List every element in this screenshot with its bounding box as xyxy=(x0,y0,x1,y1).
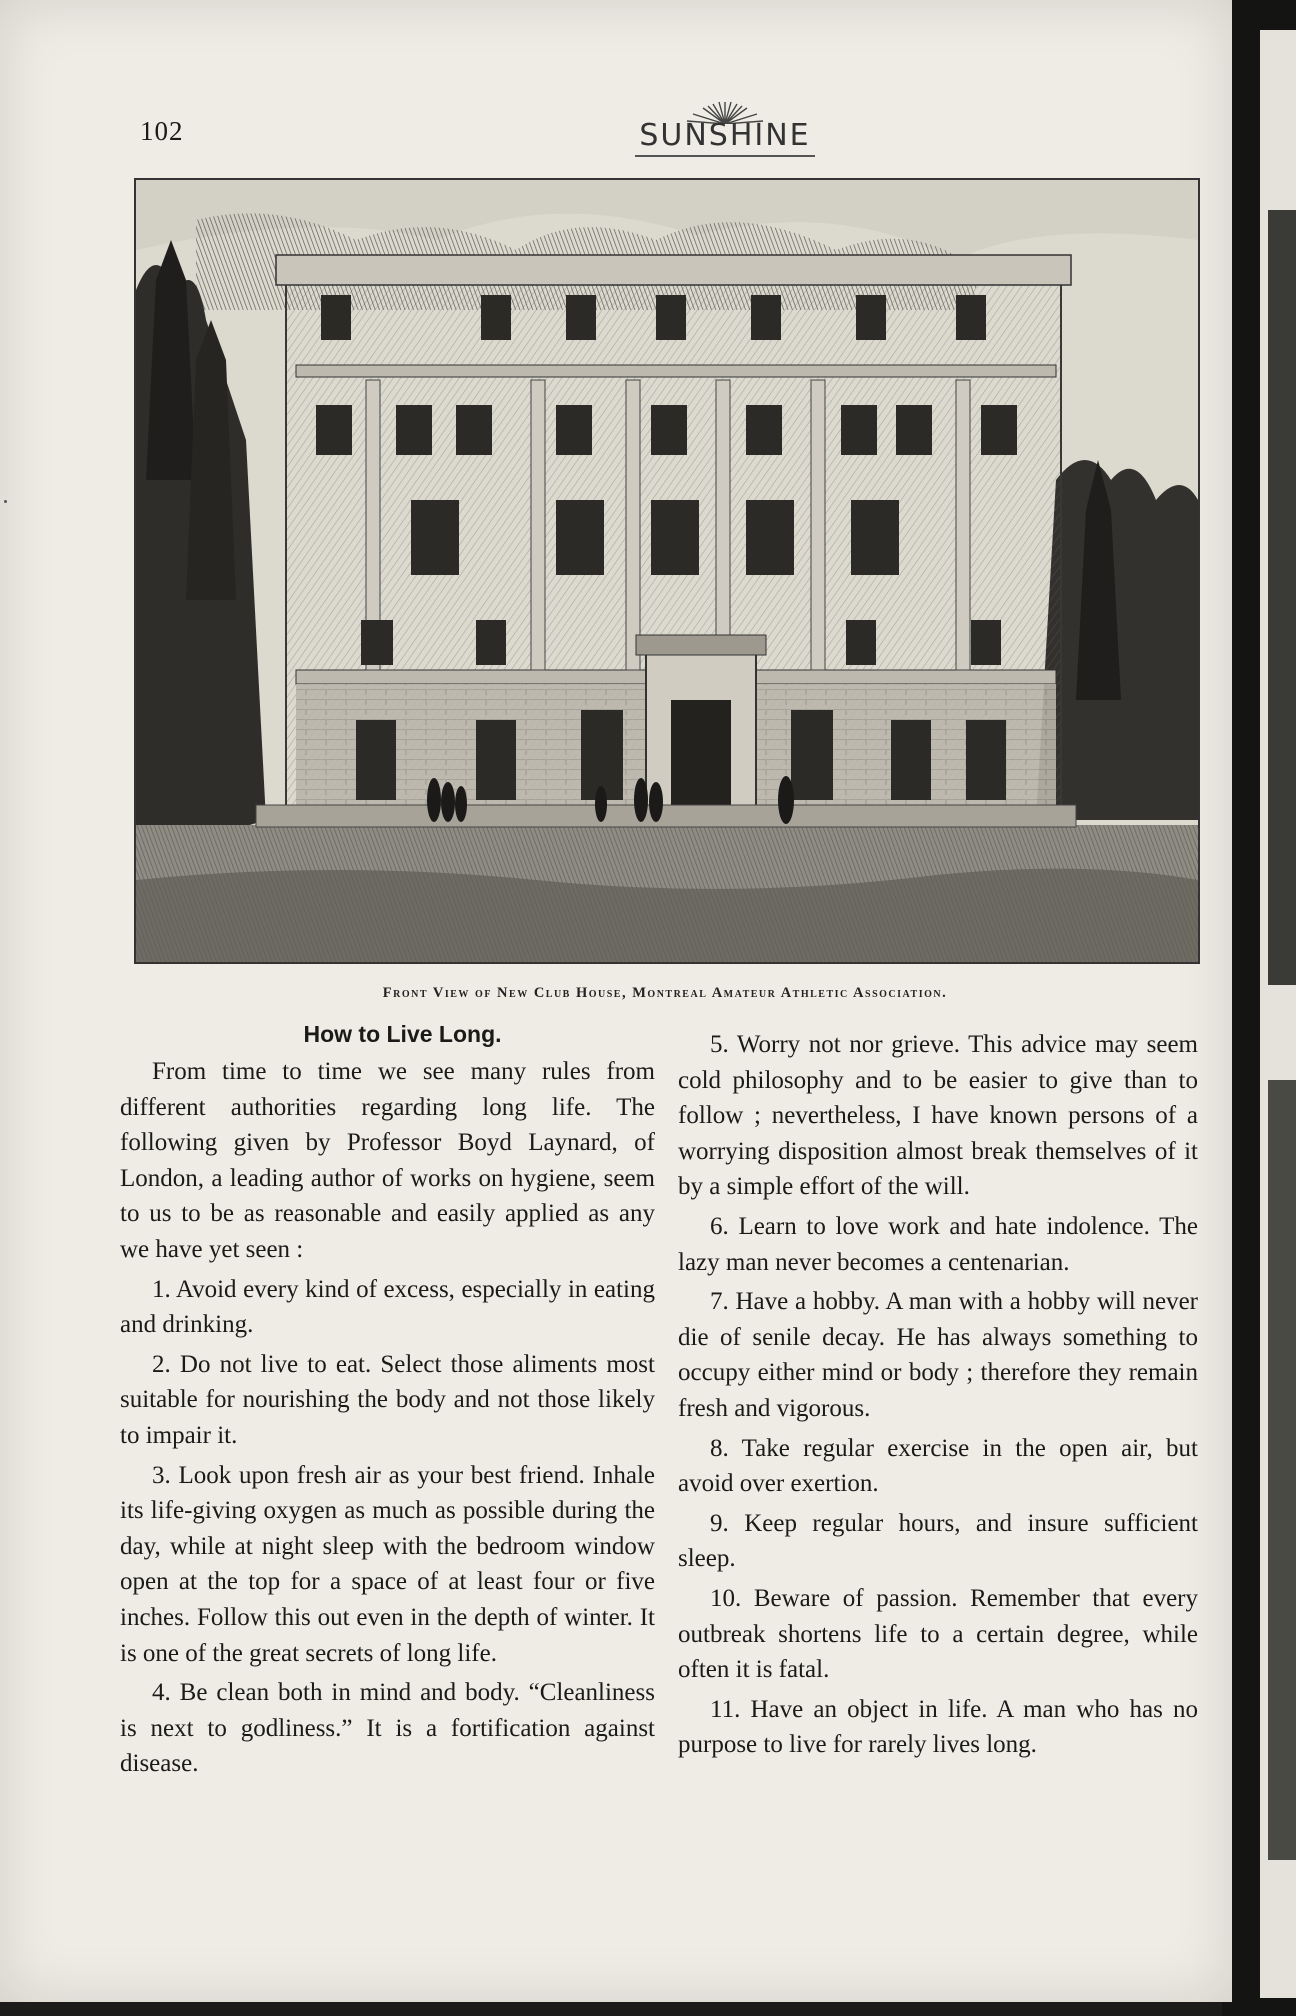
rule-item: 5. Worry not nor grieve. This advice may seem cold philosophy and to be easier to give than to follow ; nevertheless, I have known persons of a worrying disposition almost break themselves of it by a simple effort of the will. xyxy=(678,1031,1198,1201)
rule-item: 10. Beware of passion. Remember that every outbreak shortens life to a certain degree, while often it is fatal. xyxy=(678,1584,1198,1684)
masthead-title: SUNSHINE xyxy=(639,118,811,153)
club-house-illustration xyxy=(134,178,1200,964)
rule-item: 11. Have an object in life. A man who has no purpose to live for rarely lives long. xyxy=(678,1695,1198,1759)
rule-item: 3. Look upon fresh air as your best friend. Inhale its life-giving oxygen as much as possible during the day, while at night sleep with the bedroom window open at the top for a space of at least four or five inches. Follow this out even in the depth of winter. It is one of the great secrets of long life. xyxy=(120,1461,655,1667)
masthead xyxy=(595,110,855,157)
adjacent-page-image-bottom xyxy=(1268,1080,1296,1860)
adjacent-page-image-top xyxy=(1268,210,1296,985)
scan-speck xyxy=(4,500,7,503)
rule-item: 7. Have a hobby. A man with a hobby will never die of senile decay. He has always something to occupy either mind or body ; therefore they remain fresh and vigorous. xyxy=(678,1288,1198,1422)
article-title: How to Live Long. xyxy=(303,1021,502,1047)
rule-item: 6. Learn to love work and hate indolence. The lazy man never becomes a centenarian. xyxy=(678,1212,1198,1276)
page-header xyxy=(140,110,1210,160)
masthead-rule xyxy=(635,155,815,157)
page-number: 102 xyxy=(140,116,184,146)
article-intro: From time to time we see many rules from different authorities regarding long life. The following given by Professor Boyd Laynard, of London, a leading author of works on hygiene, seem to us to be as reasonable and easily applied as any we have yet seen : xyxy=(120,1058,655,1263)
rule-item: 4. Be clean both in mind and body. “Cleanliness is next to godliness.” It is a fortification against disease. xyxy=(120,1679,655,1778)
rule-item: 8. Take regular exercise in the open air, but avoid over exertion. xyxy=(678,1434,1198,1498)
article-column-left xyxy=(120,1017,655,1786)
figure-caption: Front View of New Club House, Montreal Amateur Athletic Association. xyxy=(382,985,948,1001)
building-engraving xyxy=(136,180,1198,962)
rule-item: 9. Keep regular hours, and insure sufficient sleep. xyxy=(678,1509,1198,1573)
rule-item: 2. Do not live to eat. Select those aliments most suitable for nourishing the body and not those likely to impair it. xyxy=(120,1350,655,1449)
rule-item: 1. Avoid every kind of excess, especially in eating and drinking. xyxy=(120,1275,655,1339)
article-column-right xyxy=(678,1027,1198,1767)
